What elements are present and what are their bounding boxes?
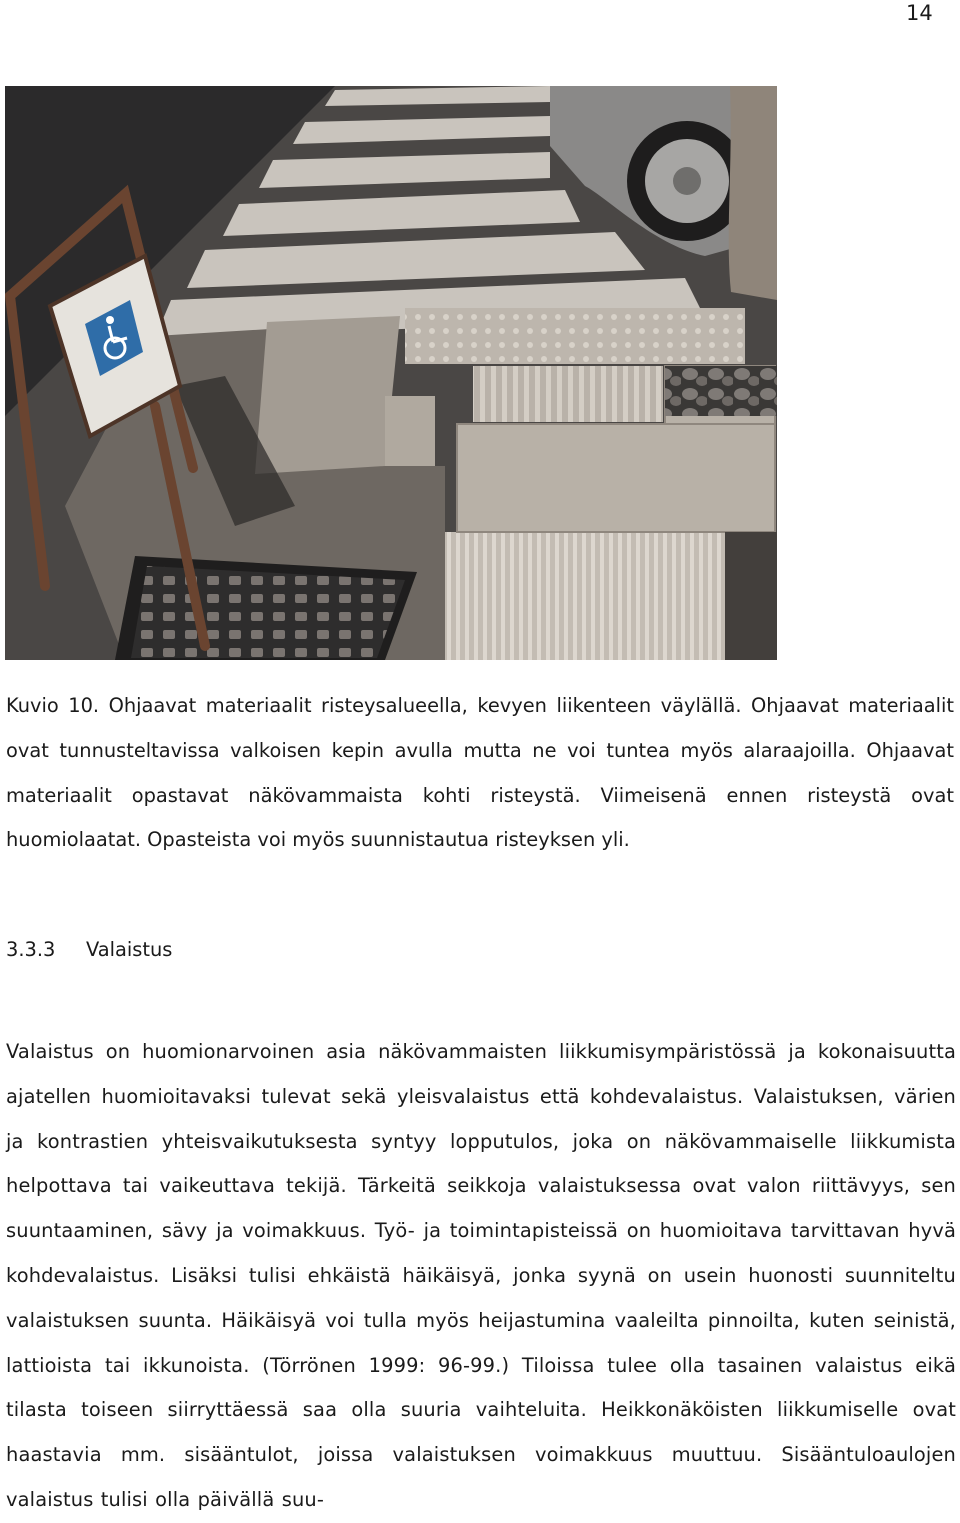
guidance-tiles xyxy=(473,366,663,422)
figure-photo xyxy=(5,86,777,660)
figure-caption: Kuvio 10. Ohjaavat materiaalit risteysalueella, kevyen liikenteen väylällä. Ohjaavat materiaalit ovat tunnusteltavissa valkoisen kepin avulla mutta ne voi tuntea myös alaraajoilla. Ohjaavat materiaalit opastavat näkövammaista kohti risteystä. Viimeisenä ennen risteystä ovat huomiolaatat. Opasteista voi myös suunnistautua risteyksen yli. xyxy=(6,694,954,852)
section-number: 3.3.3 xyxy=(6,938,56,961)
body-paragraph: Valaistus on huomionarvoinen asia näkövammaisten liikkumisympäristössä ja kokonaisuutta ajatellen huomioitavaksi tulevat sekä yleisvalaistus että kohdevalaistus. Valaistuksen, värien ja kontrastien yhteisvaikutuksesta syntyy lopputulos, joka on näkövammaiselle liikkumista helpottava tai vaikeuttava tekijä. Tärkeitä seikkoja valaistuksessa ovat valon riittävyys, sen suuntaaminen, sävy ja voimakkuus. Työ- ja toimintapisteissä on huomioitava tarvittavan hyvä kohdevalaistus. Lisäksi tulisi ehkäistä häikäisyä, jonka syynä on usein huonosti suunniteltu valaistuksen suunta. Häikäisyä voi tulla myös heijastumina vaaleilta pinnoilta, kuten seinistä, lattioista tai ikkunoista. (Törrönen 1999: 96-99.) Tiloissa tulee olla tasainen valaistus eikä tilasta toiseen siirryttäessä saa olla suuria vaihteluita. Heikkonäköisten liikkumiselle ovat haastavia mm. sisääntulot, joissa valaistuksen voimakkuus muuttuu. Sisääntuloaulojen valaistus tulisi olla päivällä suu- xyxy=(6,1040,956,1511)
section-title: Valaistus xyxy=(86,938,173,961)
warning-tiles xyxy=(405,308,745,364)
section-heading xyxy=(6,930,172,970)
page-number: 14 xyxy=(906,1,933,25)
